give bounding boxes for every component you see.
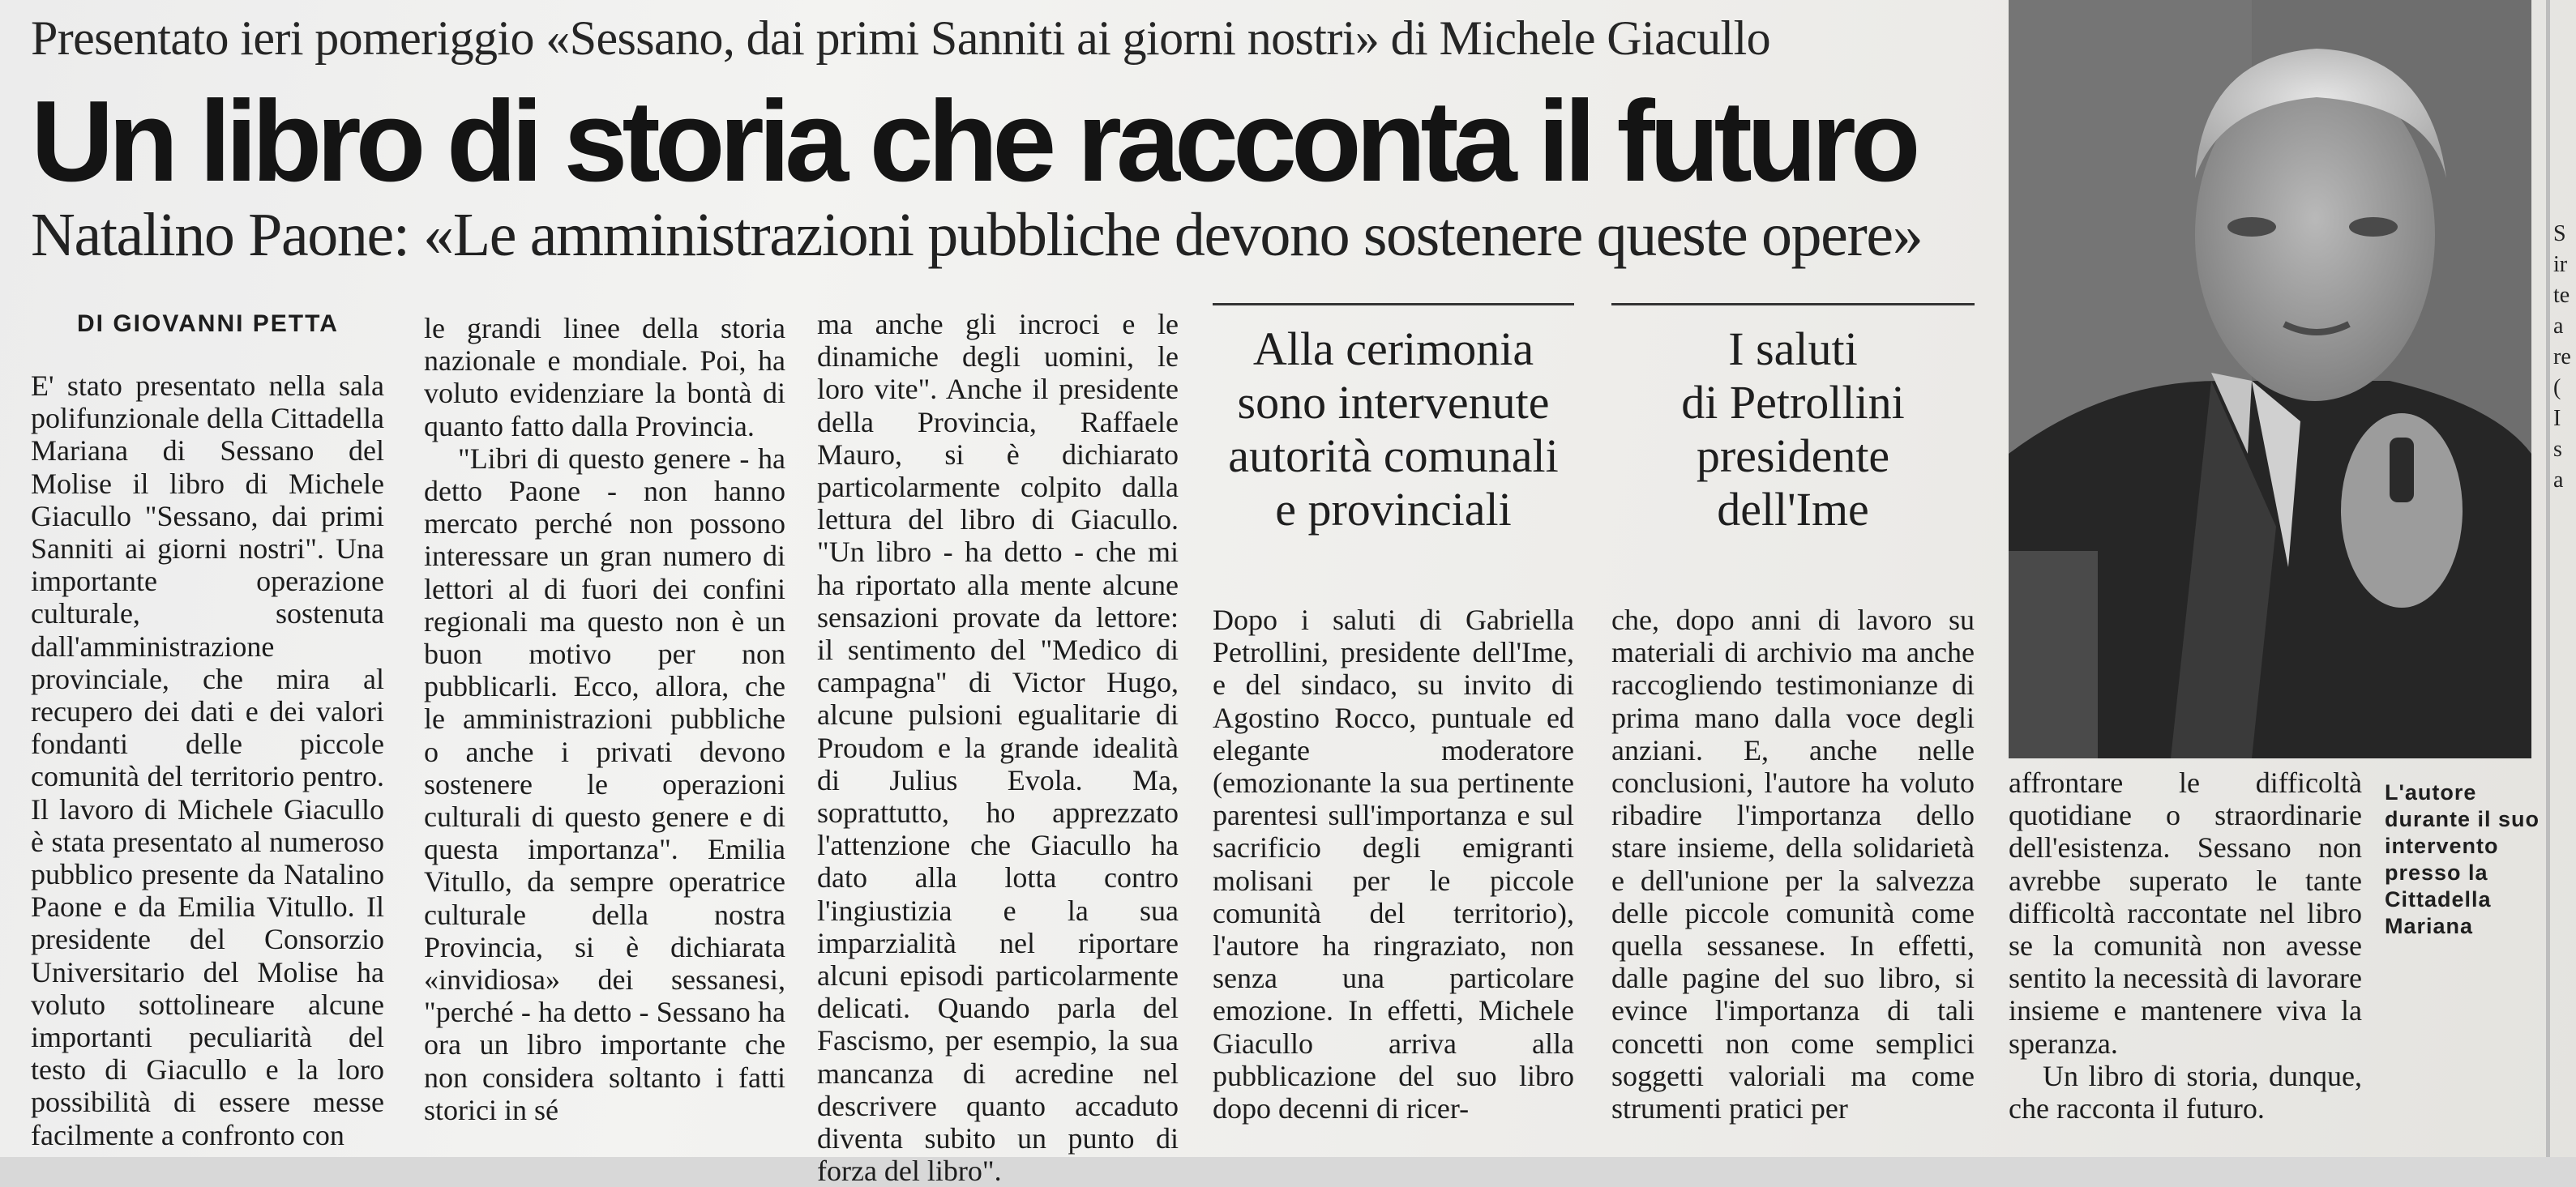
text-line: I saluti [1728,322,1858,375]
text-line: sono intervenute [1237,376,1550,429]
text-column-6 [2009,766,2362,1125]
article-kicker: Presentato ieri pomeriggio «Sessano, dai primi Sanniti ai giorni nostri» di Michele Giacullo [31,11,1771,65]
text-line: ir [2553,252,2568,277]
subheading-box-2 [1595,322,1991,536]
text-line: a [2553,468,2564,493]
text-line: re [2553,344,2571,369]
text-line: ( [2553,375,2561,400]
article-subhead: Natalino Paone: «Le amministrazioni pubbliche devono sostenere queste opere» [31,201,1923,269]
paragraph: ma anche gli incroci e le dinamiche degli uomini, le loro vite". Anche il presidente della Provincia, Raffaele Mauro, si è dichiarato particolarmente colpito dalla lettura del libro di Giacullo. "Un libro - ha detto - che mi ha riportato alla mente alcune sensazioni provate da lettore: il sentimento del "Medico di campagna" di Victor Hugo, alcune pulsioni egualitarie di Proudom e la grande idealità di Julius Evola. Ma, soprattutto, ho apprezzato l'attenzione che Giacullo ha dato alla lotta contro l'ingiustizia e la sua imparzialità nel riportare alcuni episodi particolarmente delicati. Quando parla del Fascismo, per esempio, la sua mancanza di acredine nel descrivere quanto accaduto diventa subito un punto di forza del libro". [817,308,1179,1187]
paragraph: che, dopo anni di lavoro su materiali di archivio ma anche raccogliendo testimonianze di prima mano dalla voce degli anziani. E, anche nelle conclusioni, l'autore ha voluto ribadire l'importanza dello stare insieme, della solidarietà e dell'unione per la salvezza delle piccole comunità come quella sessanese. In effetti, dalle pagine del suo libro, si evince l'importanza di tali concetti non come semplici soggetti valoriali ma come strumenti pratici per [1611,604,1975,1125]
text-line: s [2553,437,2562,462]
paragraph: le grandi linee della storia nazionale e mondiale. Poi, ha voluto evidenziare la bontà di quanto fatto dalla Provincia. [424,312,785,442]
box-rule-1 [1213,303,1574,305]
photo-caption: L'autore durante il suo intervento presso la Cittadella Mariana [2385,780,2540,938]
text-line: te [2553,283,2570,308]
article-byline: DI GIOVANNI PETTA [77,310,339,337]
paragraph: Dopo i saluti di Gabriella Petrollini, presidente dell'Ime, e del sindaco, su invito di Agostino Rocco, puntuale ed elegante moderatore (emozionante la sua pertinente parentesi sull'importanza e sul sacrificio degli emigranti molisani per le piccole comunità del territorio), l'autore ha ringraziato, non senza una particolare emozione. In effetti, Michele Giacullo arriva alla pubblicazione del suo libro dopo decenni di ricer- [1213,604,1574,1125]
text-column-4 [1213,604,1574,1125]
page-edge [2546,0,2550,1157]
text-line: a [2553,314,2564,339]
text-line: dell'Ime [1717,483,1869,536]
text-line: di Petrollini [1681,376,1905,429]
paragraph: Un libro di storia, dunque, che racconta il futuro. [2009,1059,2362,1125]
text-line: S [2553,221,2566,246]
text-line: I [2553,406,2561,431]
text-column-2 [424,312,785,1126]
author-photo [2009,0,2531,758]
article-headline: Un libro di storia che racconta il futuro [31,77,1915,206]
adjacent-column-fragment [2553,219,2576,496]
text-line: e provinciali [1275,483,1512,536]
box-rule-2 [1611,303,1975,305]
author-photo-image [2009,0,2531,758]
text-column-1 [31,369,384,1151]
text-column-5 [1611,604,1975,1125]
text-line: Alla cerimonia [1252,322,1534,375]
subheading-box-1 [1196,322,1590,536]
text-line: presidente [1696,429,1890,482]
paragraph: E' stato presentato nella sala polifunzionale della Cittadella Mariana di Sessano del Molise il libro di Michele Giacullo "Sessano, dai primi Sanniti ai giorni nostri". Una importante operazione culturale, sostenuta dall'amministrazione provinciale, che mira al recupero dei dati e dei valori fondanti delle piccole comunità del territorio pentro. Il lavoro di Michele Giacullo è stata presentato al numeroso pubblico presente da Natalino Paone e da Emilia Vitullo. Il presidente del Consorzio Universitario del Molise ha voluto sottolineare alcune importanti peculiarità del testo di Giacullo e la loro possibilità di essere messe facilmente a confronto con [31,369,384,1151]
text-line: autorità comunali [1228,429,1559,482]
paragraph: "Libri di questo genere - ha detto Paone - non hanno mercato perché non possono interessare un gran numero di lettori al di fuori dei confini regionali ma questo non è un buon motivo per non pubblicarli. Ecco, allora, che le amministrazioni pubbliche o anche i privati devono sostenere le operazioni culturali di questo genere e di questa importanza". Emilia Vitullo, da sempre operatrice culturale della nostra Provincia, si è dichiarata «invidiosa» dei sessanesi, "perché - ha detto - Sessano ha ora un libro importante che non considera soltanto i fatti storici in sé [424,442,785,1126]
text-column-3 [817,308,1179,1187]
paragraph: affrontare le difficoltà quotidiane o straordinarie dell'esistenza. Sessano non avrebbe superato le tante difficoltà raccontate nel libro se la comunità non avesse sentito la necessità di lavorare insieme e mantenere viva la speranza. [2009,766,2362,1060]
